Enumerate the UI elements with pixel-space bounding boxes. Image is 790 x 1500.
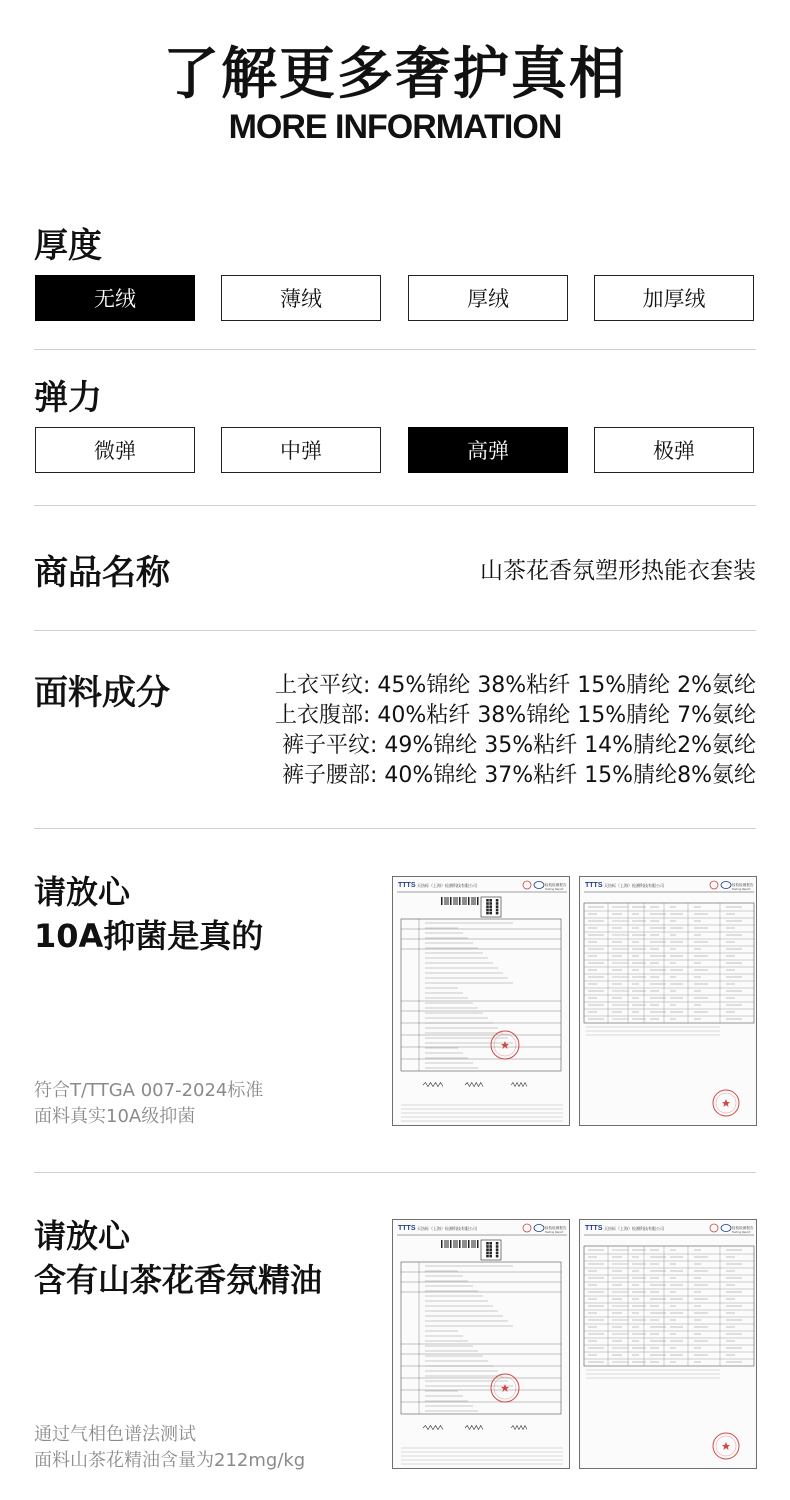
- camellia-report-page2: [579, 1219, 757, 1469]
- report-company: 天纺标（上海）检测科技有限公司: [604, 883, 664, 888]
- divider: [34, 349, 756, 350]
- product-name-label: 商品名称: [34, 553, 170, 593]
- divider: [34, 505, 756, 506]
- report-mark-icon: [710, 1224, 718, 1232]
- thickness-option-thick[interactable]: 厚绒: [408, 275, 568, 321]
- antibacterial-note-line1: 符合T/TTGA 007-2024标准: [34, 1080, 264, 1101]
- report-stamp-icon: [713, 1433, 739, 1459]
- divider: [34, 630, 756, 631]
- report-doc-title-en: Testing Report: [732, 888, 751, 891]
- antibacterial-claim-line2: 10A抑菌是真的: [34, 917, 264, 955]
- fabric-line-top-plain: 上衣平纹: 45%锦纶 38%粘纤 15%腈纶 2%氨纶: [275, 673, 756, 698]
- elasticity-option-medium[interactable]: 中弹: [221, 427, 381, 473]
- report-qr-icon: [481, 1240, 501, 1260]
- fabric-line-pants-plain: 裤子平纹: 49%锦纶 35%粘纤 14%腈纶2%氨纶: [282, 733, 756, 758]
- report-doc-title-en: Testing Report: [732, 1231, 751, 1234]
- antibacterial-claim: [34, 870, 263, 958]
- camellia-report-page1: [392, 1219, 570, 1469]
- page-subtitle: MORE INFORMATION: [228, 108, 562, 146]
- report-mark-icon: [523, 881, 531, 889]
- report-mark-icon: [523, 1224, 531, 1232]
- thickness-option-extra-thick[interactable]: 加厚绒: [594, 275, 754, 321]
- elasticity-option-high[interactable]: 高弹: [408, 427, 568, 473]
- report-stamp-icon: [491, 1374, 519, 1402]
- page-title: 了解更多奢护真相: [163, 42, 627, 107]
- antibacterial-report-page1: [392, 876, 570, 1126]
- report-doc-title: 检验检测报告: [732, 883, 754, 887]
- report-doc-title-en: Testing Report: [545, 1231, 564, 1234]
- report-mark-icon: [534, 1225, 544, 1232]
- camellia-claim: [34, 1214, 322, 1302]
- antibacterial-report-page2: [579, 876, 757, 1126]
- report-company: 天纺标（上海）检测科技有限公司: [604, 1226, 664, 1231]
- product-name-value: 山茶花香氛塑形热能衣套装: [480, 558, 756, 584]
- divider: [34, 1172, 756, 1173]
- report-doc-title-en: Testing Report: [545, 888, 564, 891]
- camellia-note: [34, 1422, 305, 1474]
- report-logo: TTTS: [585, 882, 603, 889]
- report-mark-icon: [721, 882, 731, 889]
- report-logo: TTTS: [398, 882, 416, 889]
- report-qr-icon: [481, 897, 501, 917]
- thickness-option-none[interactable]: 无绒: [35, 275, 195, 321]
- fabric-label: 面料成分: [34, 673, 170, 713]
- report-mark-icon: [534, 882, 544, 889]
- elasticity-option-slight[interactable]: 微弹: [35, 427, 195, 473]
- report-mark-icon: [721, 1225, 731, 1232]
- antibacterial-note-line2: 面料真实10A级抑菌: [34, 1106, 196, 1127]
- camellia-note-line2: 面料山茶花精油含量为212mg/kg: [34, 1450, 306, 1471]
- fabric-lines: [275, 671, 756, 791]
- fabric-line-top-belly: 上衣腹部: 40%粘纤 38%锦纶 15%腈纶 7%氨纶: [275, 703, 756, 728]
- thickness-option-thin[interactable]: 薄绒: [221, 275, 381, 321]
- report-logo: TTTS: [585, 1225, 603, 1232]
- report-doc-title: 检验检测报告: [545, 883, 567, 887]
- elasticity-option-extreme[interactable]: 极弹: [594, 427, 754, 473]
- report-mark-icon: [710, 881, 718, 889]
- report-doc-title: 检验检测报告: [732, 1226, 754, 1230]
- camellia-claim-line1: 请放心: [34, 1217, 131, 1255]
- antibacterial-claim-line1: 请放心: [34, 873, 131, 911]
- report-barcode-icon: [441, 897, 479, 905]
- report-company: 天纺标（上海）检测科技有限公司: [417, 883, 477, 888]
- report-logo: TTTS: [398, 1225, 416, 1232]
- camellia-note-line1: 通过气相色谱法测试: [34, 1424, 196, 1445]
- report-company: 天纺标（上海）检测科技有限公司: [417, 1226, 477, 1231]
- camellia-claim-line2: 含有山茶花香氛精油: [34, 1261, 323, 1299]
- report-barcode-icon: [441, 1240, 479, 1248]
- divider: [34, 828, 756, 829]
- report-stamp-icon: [713, 1090, 739, 1116]
- antibacterial-note: [34, 1078, 263, 1130]
- report-stamp-icon: [491, 1031, 519, 1059]
- fabric-line-pants-waist: 裤子腰部: 40%锦纶 37%粘纤 15%腈纶8%氨纶: [282, 763, 756, 788]
- elasticity-title: 弹力: [34, 378, 102, 418]
- thickness-title: 厚度: [34, 226, 102, 266]
- report-doc-title: 检验检测报告: [545, 1226, 567, 1230]
